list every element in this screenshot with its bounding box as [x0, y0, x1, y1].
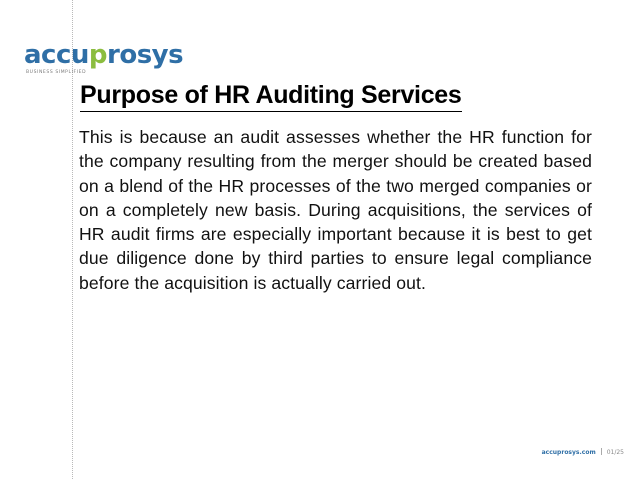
slide-footer	[542, 448, 624, 456]
footer-separator	[601, 448, 602, 455]
logo-word-part1: accu	[24, 40, 89, 70]
footer-site: accuprosys.com	[541, 449, 596, 456]
slide-body-text: This is because an audit assesses whether the HR function for the company resulting from the merger should be created based on a blend of the HR processes of the two merged companies or on a completely new basis. During acquisitions, the services of HR audit firms are especially important because it is best to get due diligence done by third parties to ensure legal compliance before the acquisition is actually carried out.	[79, 127, 592, 293]
logo-tagline: BUSINESS SIMPLIFIED	[26, 70, 87, 75]
footer-page-number: 01/25	[606, 449, 624, 456]
slide-title: Purpose of HR Auditing Services	[80, 80, 462, 112]
company-logo	[24, 40, 184, 80]
logo-wordmark	[24, 40, 183, 70]
logo-word-part3: rosys	[107, 40, 184, 70]
logo-word-part2: p	[88, 40, 108, 70]
